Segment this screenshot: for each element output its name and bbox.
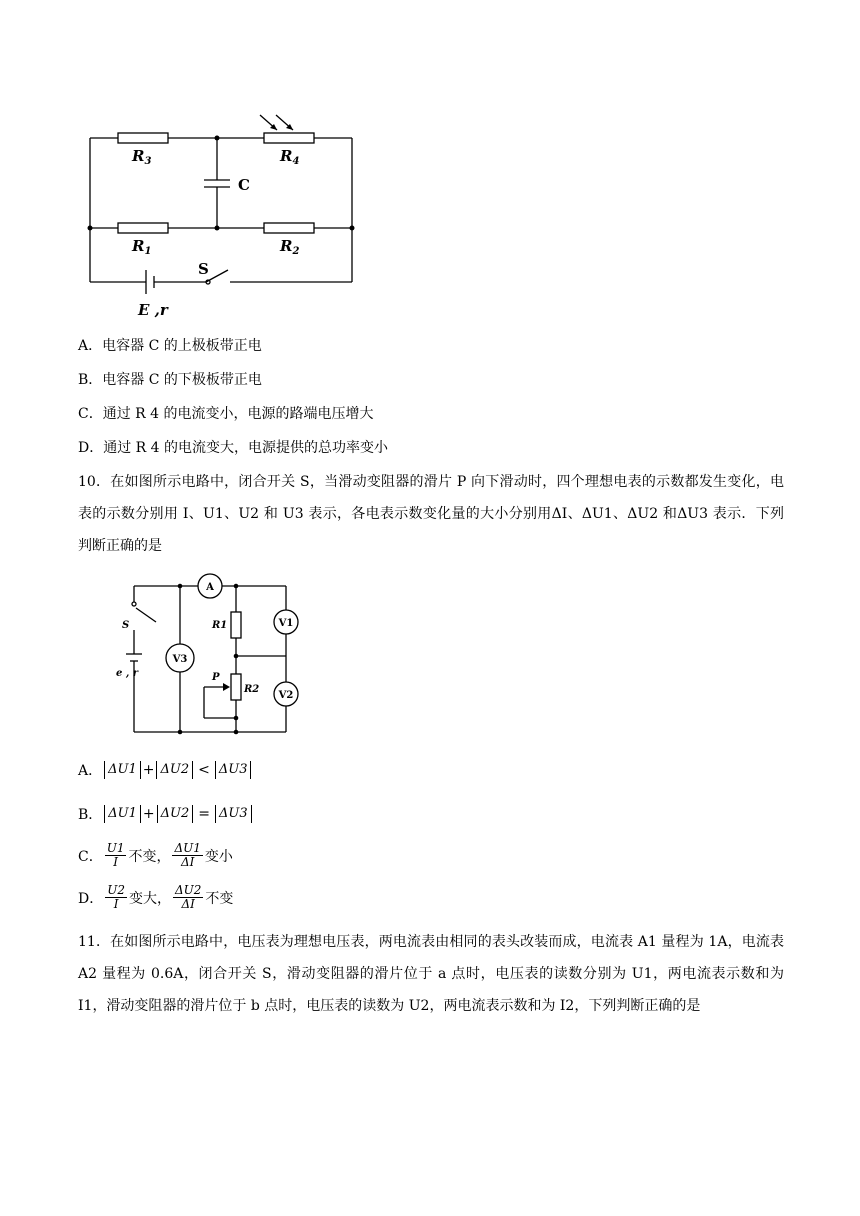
q10-option-c: C． $\frac{U1}{I}$ 不变， $\frac{\Delta U1}{\Delta I}$ 变小 xyxy=(78,841,233,869)
label-r4-sub: 4 xyxy=(292,156,300,167)
q10-option-a: A． ΔU1 + ΔU2 < ΔU3 xyxy=(78,760,253,780)
label-s: S xyxy=(198,260,209,278)
label-r3: R xyxy=(132,147,145,165)
label-s2: S xyxy=(122,620,130,631)
svg-text:R3 xyxy=(131,147,151,167)
label-e-r2: e , r xyxy=(116,668,139,679)
label-r4: R xyxy=(280,147,293,165)
q9-option-c: C．通过 R 4 的电流变小，电源的路端电压增大 xyxy=(78,406,374,422)
circuit-figure-2 xyxy=(116,572,310,740)
label-c: C xyxy=(238,176,250,194)
q10-stem: 10．在如图所示电路中，闭合开关 S，当滑动变阻器的滑片 P 向下滑动时，四个理想电表的示数都发生变化，电表的示数分别用 I、U1、U2 和 U3 表示，各电表示数变化量的大小分别用ΔI、ΔU1、ΔU2 和ΔU3 表示．下列判断正确的是 xyxy=(78,474,784,554)
label-r2: R xyxy=(280,237,293,255)
q11-stem: 11．在如图所示电路中，电压表为理想电压表，两电流表由相同的表头改装而成，电流表 A1 量程为 1A，电流表 A2 量程为 0.6A，闭合开关 S，滑动变阻器的滑片位于 a 点时，电压表的读数分别为 U1，两电流表示数和为 I1，滑动变阻器的滑片位于 b 点时，电压表的读数为 U2，两电流表示数和为 I2，下列判断正确的是 xyxy=(78,934,784,1014)
q9-option-b: B．电容器 C 的下极板带正电 xyxy=(78,372,262,388)
label-r1-2: R1 xyxy=(212,620,228,631)
meter-v2-label: V2 xyxy=(278,690,294,701)
meter-v1-label: V1 xyxy=(278,618,294,629)
q10-option-b: B． ΔU1 + ΔU2 = ΔU3 xyxy=(78,804,254,824)
label-r1-sub: 1 xyxy=(144,246,152,257)
label-e-r: E ,r xyxy=(138,301,168,319)
q9-option-d: D．通过 R 4 的电流变大，电源提供的总功率变小 xyxy=(78,440,389,456)
svg-text:R1 xyxy=(131,237,151,257)
circuit-figure-1 xyxy=(80,110,370,325)
svg-text:R4 xyxy=(279,147,299,167)
meter-a-label: A xyxy=(206,582,214,593)
label-r3-sub: 3 xyxy=(144,156,152,167)
label-r2-sub: 2 xyxy=(292,246,300,257)
svg-text:R2 xyxy=(279,237,299,257)
label-r1: R xyxy=(132,237,145,255)
label-p: P xyxy=(212,672,220,683)
meter-v3-label: V3 xyxy=(172,654,188,665)
label-r2-2: R2 xyxy=(244,684,260,695)
q9-option-a: A．电容器 C 的上极板带正电 xyxy=(78,338,262,354)
q10-option-d: D． $\frac{U2}{I}$ 变大， $\frac{\Delta U2}{\Delta I}$ 不变 xyxy=(78,883,234,911)
